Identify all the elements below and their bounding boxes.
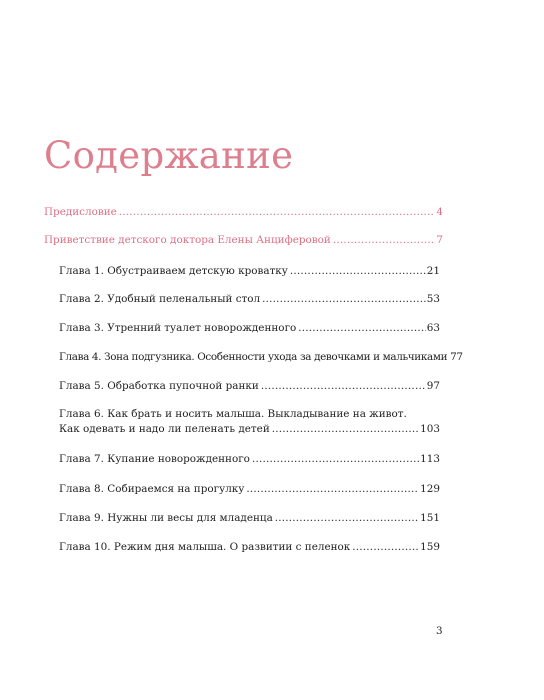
dot-leader bbox=[298, 321, 426, 335]
toc-entry-label: Глава 1. Обустраиваем детскую кроватку bbox=[59, 265, 288, 277]
toc-entry-page: 103 bbox=[420, 423, 440, 435]
toc-entry-label: Глава 8. Собираемся на прогулку bbox=[59, 483, 245, 495]
toc-entry-chapter-2[interactable] bbox=[59, 292, 440, 306]
dot-leader bbox=[290, 264, 426, 278]
toc-entry-chapter-9[interactable] bbox=[59, 511, 440, 525]
toc-entry-chapter-10[interactable] bbox=[59, 540, 440, 554]
toc-entry-label: Глава 4. Зона подгузника. Особенности ухода за девочками и мальчиками bbox=[59, 351, 448, 363]
page-number: 3 bbox=[436, 625, 443, 637]
toc-entry-preface[interactable] bbox=[44, 205, 443, 219]
toc-entry-page: 129 bbox=[420, 483, 440, 495]
toc-entry-greeting[interactable] bbox=[44, 233, 443, 247]
toc-entry-label: Глава 10. Режим дня малыша. О развитии с пеленок bbox=[59, 541, 351, 553]
toc-entry-page: 97 bbox=[426, 380, 440, 392]
toc-entry-page: 7 bbox=[436, 234, 443, 246]
toc-entry-label: Предисловие bbox=[44, 206, 117, 218]
toc-entry-chapter-6[interactable] bbox=[59, 422, 440, 436]
toc-entry-label: Глава 9. Нужны ли весы для младенца bbox=[59, 512, 273, 524]
toc-entry-chapter-6-first-line[interactable]: Глава 6. Как брать и носить малыша. Выкладывание на живот. bbox=[59, 408, 407, 420]
toc-entry-chapter-3[interactable] bbox=[59, 321, 440, 335]
toc-entry-page: 113 bbox=[420, 453, 440, 465]
dot-leader bbox=[119, 205, 436, 219]
toc-entry-chapter-5[interactable] bbox=[59, 379, 440, 393]
dot-leader bbox=[261, 379, 426, 393]
dot-leader bbox=[272, 422, 419, 436]
dot-leader bbox=[252, 452, 419, 466]
toc-entry-label: Глава 5. Обработка пупочной ранки bbox=[59, 380, 259, 392]
toc-entry-chapter-8[interactable] bbox=[59, 482, 440, 496]
toc-entry-label: Глава 2. Удобный пеленальный стол bbox=[59, 293, 261, 305]
dot-leader bbox=[262, 292, 426, 306]
dot-leader bbox=[333, 233, 436, 247]
dot-leader bbox=[352, 540, 419, 554]
toc-entry-label: Приветствие детского доктора Елены Анциферовой bbox=[44, 234, 331, 246]
toc-entry-page: 4 bbox=[436, 206, 443, 218]
dot-leader bbox=[275, 511, 419, 525]
dot-leader bbox=[246, 482, 419, 496]
toc-entry-chapter-7[interactable] bbox=[59, 452, 440, 466]
toc-entry-label: Глава 7. Купание новорожденного bbox=[59, 453, 250, 465]
toc-entry-page: 151 bbox=[420, 512, 440, 524]
toc-entry-label: Глава 3. Утренний туалет новорожденного bbox=[59, 322, 297, 334]
toc-entry-page: 159 bbox=[420, 541, 440, 553]
toc-entry-page: 21 bbox=[426, 265, 440, 277]
toc-entry-page: 63 bbox=[426, 322, 440, 334]
toc-entry-label: Как одевать и надо ли пеленать детей bbox=[59, 423, 270, 435]
toc-entry-chapter-1[interactable] bbox=[59, 264, 440, 278]
page-title: Содержание bbox=[44, 134, 294, 177]
toc-entry-page: 77 bbox=[450, 351, 463, 363]
toc-entry-page: 53 bbox=[426, 293, 440, 305]
toc-entry-chapter-4[interactable] bbox=[59, 350, 463, 364]
